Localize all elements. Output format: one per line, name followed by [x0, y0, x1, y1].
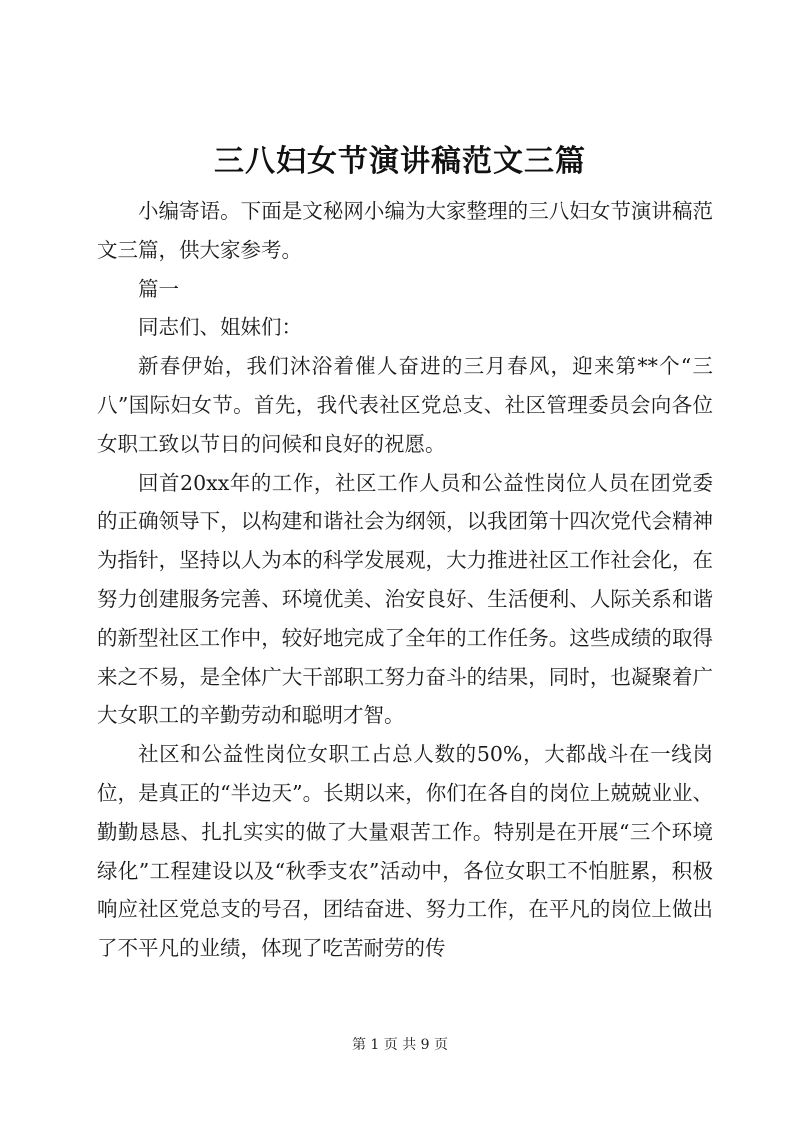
page-number-footer: 第 1 页 共 9 页 — [351, 1037, 449, 1053]
paragraph-section-heading: 篇一 — [138, 276, 179, 301]
paragraph-review: 回首20xx年的工作，社区工作人员和公益性岗位人员在团党委的正确领导下，以构建和谐社会为纲领，以我团第十四次党代会精神为指针，坚持以人为本的科学发展观，大力推进社区工作社会化，在努力创建服务完善、环境优美、治安良好、生活便利、人际关系和谐的新型社区工作中，较好地完成了全年的工作任务。这些成绩的取得来之不易，是全体广大干部职工努力奋斗的结果，同时，也凝聚着广大女职工的辛勤劳动和聪明才智。 — [97, 470, 713, 728]
document-title: 三八妇女节演讲稿范文三篇 — [214, 144, 586, 179]
paragraph-greeting: 新春伊始，我们沐浴着催人奋进的三月春风，迎来第**个“三八”国际妇女节。首先，我代表社区党总支、社区管理委员会向各位女职工致以节日的问候和良好的祝愿。 — [97, 354, 713, 456]
paragraph-salutation: 同志们、姐妹们： — [138, 315, 302, 340]
paragraph-intro: 小编寄语。下面是文秘网小编为大家整理的三八妇女节演讲稿范文三篇，供大家参考。 — [97, 199, 713, 262]
document-body — [97, 192, 713, 968]
paragraph-women-workers: 社区和公益性岗位女职工占总人数的50%，大都战斗在一线岗位，是真正的“半边天”。长期以来，你们在各自的岗位上兢兢业业、勤勤恳恳、扎扎实实的做了大量艰苦工作。特别是在开展“三个环境绿化”工程建设以及“秋季支农”活动中，各位女职工不怕脏累，积极响应社区党总支的号召，团结奋进、努力工作，在平凡的岗位上做出了不平凡的业绩，体现了吃苦耐劳的传 — [97, 742, 713, 961]
